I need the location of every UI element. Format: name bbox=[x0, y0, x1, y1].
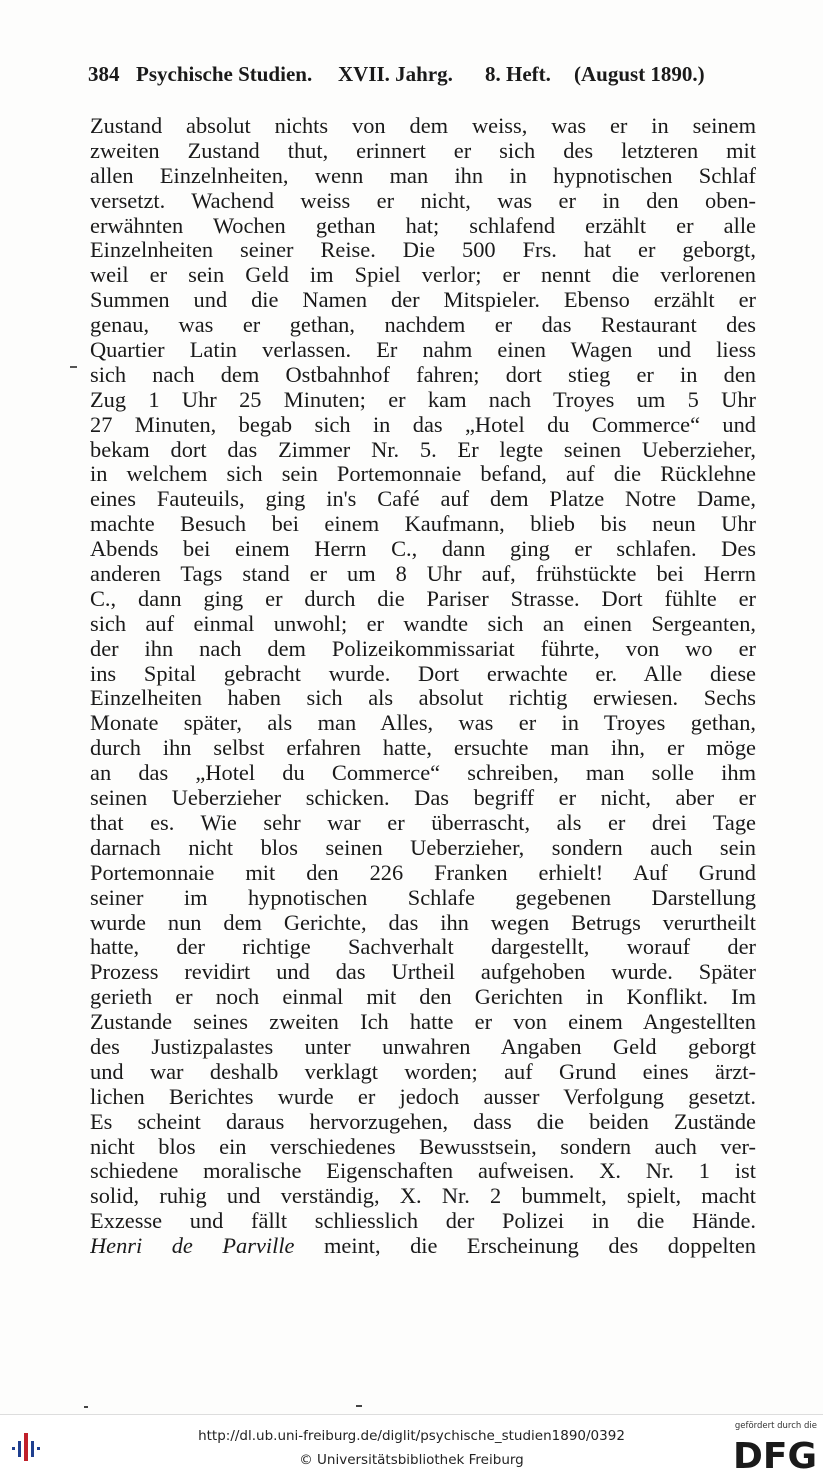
text-line: zweiten Zustand thut, erinnert er sich des letzteren mit bbox=[90, 138, 756, 163]
text-line-final bbox=[90, 1234, 756, 1259]
text-line: Monate später, als man Alles, was er in Troyes gethan, bbox=[90, 711, 756, 736]
text-line: Zug 1 Uhr 25 Minuten; er kam nach Troyes um 5 Uhr bbox=[90, 387, 756, 412]
text-line: durch ihn selbst erfahren hatte, ersuchte man ihn, er möge bbox=[90, 736, 756, 761]
text-line: sich nach dem Ostbahnhof fahren; dort stieg er in den bbox=[90, 362, 756, 387]
text-line: nicht blos ein verschiedenes Bewusstsein, sondern auch ver- bbox=[90, 1134, 756, 1159]
text-line: des Justizpalastes unter unwahren Angaben Geld geborgt bbox=[90, 1034, 756, 1059]
text-line: sich auf einmal unwohl; er wandte sich an einen Sergeanten, bbox=[90, 611, 756, 636]
text-line: weil er sein Geld im Spiel verlor; er nennt die verlorenen bbox=[90, 263, 756, 288]
issue-date: (August 1890.) bbox=[574, 62, 705, 86]
text-line: seiner im hypnotischen Schlafe gegebenen Darstellung bbox=[90, 885, 756, 910]
text-line: Abends bei einem Herrn C., dann ging er schlafen. Des bbox=[90, 537, 756, 562]
text-line: Portemonnaie mit den 226 Franken erhielt! Auf Grund bbox=[90, 860, 756, 885]
text-line: Exzesse und fällt schliesslich der Polizei in die Hände. bbox=[90, 1209, 756, 1234]
issue-label: 8. Heft. bbox=[485, 62, 551, 86]
text-line: wurde nun dem Gerichte, das ihn wegen Betrugs verurtheilt bbox=[90, 910, 756, 935]
text-line: Quartier Latin verlassen. Er nahm einen Wagen und liess bbox=[90, 338, 756, 363]
logo-dot bbox=[37, 1447, 40, 1450]
text-line: in welchem sich sein Portemonnaie befand, auf die Rücklehne bbox=[90, 462, 756, 487]
text-line: genau, was er gethan, nachdem er das Restaurant des bbox=[90, 313, 756, 338]
logo-dot bbox=[12, 1447, 15, 1450]
digitization-footer bbox=[0, 1414, 823, 1474]
text-line: und war deshalb verklagt worden; auf Grund eines ärzt- bbox=[90, 1059, 756, 1084]
page-number: 384 bbox=[88, 62, 120, 86]
text-line: seinen Ueberzieher schicken. Das begriff er nicht, aber er bbox=[90, 786, 756, 811]
text-line-rest: meint, die Erscheinung des doppelten bbox=[294, 1234, 756, 1259]
text-line: eines Fauteuils, ging in's Café auf dem Platze Notre Dame, bbox=[90, 487, 756, 512]
text-line: ins Spital gebracht wurde. Dort erwachte er. Alle diese bbox=[90, 661, 756, 686]
text-line: Es scheint daraus hervorzugehen, dass die beiden Zustände bbox=[90, 1109, 756, 1134]
dfg-logo bbox=[725, 1435, 817, 1473]
text-line: Summen und die Namen der Mitspieler. Ebenso erzählt er bbox=[90, 288, 756, 313]
text-line: anderen Tags stand er um 8 Uhr auf, frühstückte bei Herrn bbox=[90, 562, 756, 587]
dfg-caption: gefördert durch die bbox=[734, 1421, 817, 1431]
text-line: 27 Minuten, begab sich in das „Hotel du Commerce“ und bbox=[90, 412, 756, 437]
text-line: schiedene moralische Eigenschaften aufweisen. X. Nr. 1 ist bbox=[90, 1159, 756, 1184]
text-line: allen Einzelnheiten, wenn man ihn in hypnotischen Schlaf bbox=[90, 163, 756, 188]
text-line: gerieth er noch einmal mit den Gerichten in Konflikt. Im bbox=[90, 985, 756, 1010]
text-line: Einzelnheiten seiner Reise. Die 500 Frs. hat er geborgt, bbox=[90, 238, 756, 263]
dfg-funding-block bbox=[725, 1421, 817, 1473]
text-line: an das „Hotel du Commerce“ schreiben, man solle ihm bbox=[90, 761, 756, 786]
text-line: that es. Wie sehr war er überrascht, als er drei Tage bbox=[90, 810, 756, 835]
running-head bbox=[88, 62, 728, 92]
dfg-logo-text: DFG bbox=[732, 1436, 817, 1473]
source-url-link[interactable]: http://dl.ub.uni-freiburg.de/diglit/psychische_studien1890/0392 bbox=[198, 1428, 625, 1444]
text-line: Zustande seines zweiten Ich hatte er von einem Angestellten bbox=[90, 1010, 756, 1035]
scan-speck bbox=[84, 1406, 88, 1408]
text-line: machte Besuch bei einem Kaufmann, blieb bis neun Uhr bbox=[90, 512, 756, 537]
text-line: der ihn nach dem Polizeikommissariat führte, von wo er bbox=[90, 636, 756, 661]
margin-mark bbox=[70, 366, 77, 368]
body-text bbox=[90, 114, 756, 1259]
journal-title: Psychische Studien. bbox=[136, 62, 313, 86]
author-name: Henri de Parville bbox=[90, 1234, 295, 1259]
text-line: Einzelheiten haben sich als absolut richtig erwiesen. Sechs bbox=[90, 686, 756, 711]
text-line: hatte, der richtige Sachverhalt dargestellt, worauf der bbox=[90, 935, 756, 960]
text-line: darnach nicht blos seinen Ueberzieher, sondern auch sein bbox=[90, 835, 756, 860]
text-line: solid, ruhig und verständig, X. Nr. 2 bummelt, spielt, macht bbox=[90, 1184, 756, 1209]
text-line: erwähnten Wochen gethan hat; schlafend erzählt er alle bbox=[90, 213, 756, 238]
text-line: Prozess revidirt und das Urtheil aufgehoben wurde. Später bbox=[90, 960, 756, 985]
text-line: Zustand absolut nichts von dem weiss, was er in seinem bbox=[90, 114, 756, 138]
text-line: versetzt. Wachend weiss er nicht, was er in den oben- bbox=[90, 188, 756, 213]
text-line: lichen Berichtes wurde er jedoch ausser Verfolgung gesetzt. bbox=[90, 1084, 756, 1109]
text-line: C., dann ging er durch die Pariser Strasse. Dort fühlte er bbox=[90, 586, 756, 611]
copyright-notice: © Universitätsbibliothek Freiburg bbox=[299, 1452, 524, 1468]
text-line: bekam dort das Zimmer Nr. 5. Er legte seinen Ueberzieher, bbox=[90, 437, 756, 462]
scan-speck bbox=[356, 1405, 362, 1407]
volume-label: XVII. Jahrg. bbox=[338, 62, 453, 86]
